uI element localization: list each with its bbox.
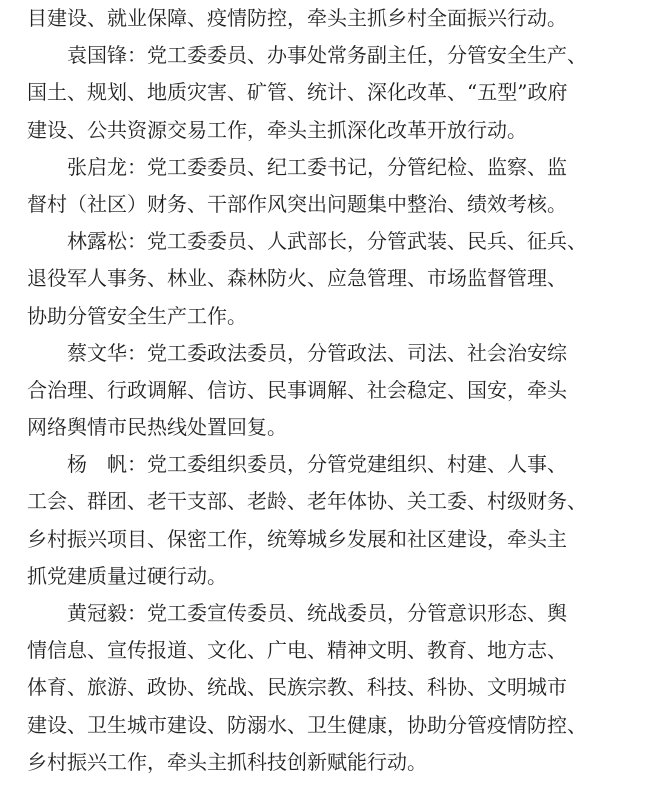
paragraph-intro-tail xyxy=(27,0,647,37)
paragraph-yang-fan xyxy=(27,446,647,595)
paragraph-cai-wenhua xyxy=(27,335,647,447)
paragraph-huang-guanyi xyxy=(27,595,647,781)
text-line: 督村（社区）财务、干部作风突出问题集中整治、绩效考核。 xyxy=(27,191,567,216)
text-line: 张启龙：党工委委员、纪工委书记，分管纪检、监察、监 xyxy=(27,154,567,179)
text-line: 乡村振兴工作，牵头主抓科技创新赋能行动。 xyxy=(27,749,427,774)
text-line: 黄冠毅：党工委宣传委员、统战委员，分管意识形态、舆 xyxy=(27,601,567,625)
text-line: 林露松：党工委委员、人武部长，分管武装、民兵、征兵、 xyxy=(27,229,587,254)
text-line: 建设、卫生城市建设、防溺水、卫生健康，协助分管疫情防控、 xyxy=(27,712,587,737)
text-line: 体育、旅游、政协、统战、民族宗教、科技、科协、文明城市 xyxy=(27,675,567,700)
text-line: 退役军人事务、林业、森林防火、应急管理、市场监督管理、 xyxy=(27,266,567,291)
paragraph-zhang-qilong xyxy=(27,149,647,223)
text-line: 乡村振兴项目、保密工作，统筹城乡发展和社区建设，牵头主 xyxy=(27,526,567,551)
text-line: 杨 帆：党工委组织委员，分管党建组织、村建、人事、 xyxy=(27,452,567,477)
text-line: 蔡文华：党工委政法委员，分管政法、司法、社会治安综 xyxy=(27,340,567,365)
paragraph-lin-lusong xyxy=(27,223,647,335)
text-line: 建设、公共资源交易工作，牵头主抓深化改革开放行动。 xyxy=(27,117,527,142)
text-line: 合治理、行政调解、信访、民事调解、社会稳定、国安，牵头 xyxy=(27,377,567,402)
text-line: 协助分管安全生产工作。 xyxy=(27,303,247,328)
text-line: 目建设、就业保障、疫情防控，牵头主抓乡村全面振兴行动。 xyxy=(27,6,567,30)
text-line: 情信息、宣传报道、文化、广电、精神文明、教育、地方志、 xyxy=(27,638,567,663)
text-line: 国土、规划、地质灾害、矿管、统计、深化改革、“五型”政府 xyxy=(27,80,568,105)
text-line: 抓党建质量过硬行动。 xyxy=(27,563,227,588)
text-line: 袁国锋：党工委委员、办事处常务副主任，分管安全生产、 xyxy=(27,43,587,68)
text-line: 工会、群团、老干支部、老龄、老年体协、关工委、村级财务、 xyxy=(27,489,587,514)
paragraph-yuan-guofeng xyxy=(27,37,647,149)
text-line: 网络舆情市民热线处置回复。 xyxy=(27,415,287,440)
